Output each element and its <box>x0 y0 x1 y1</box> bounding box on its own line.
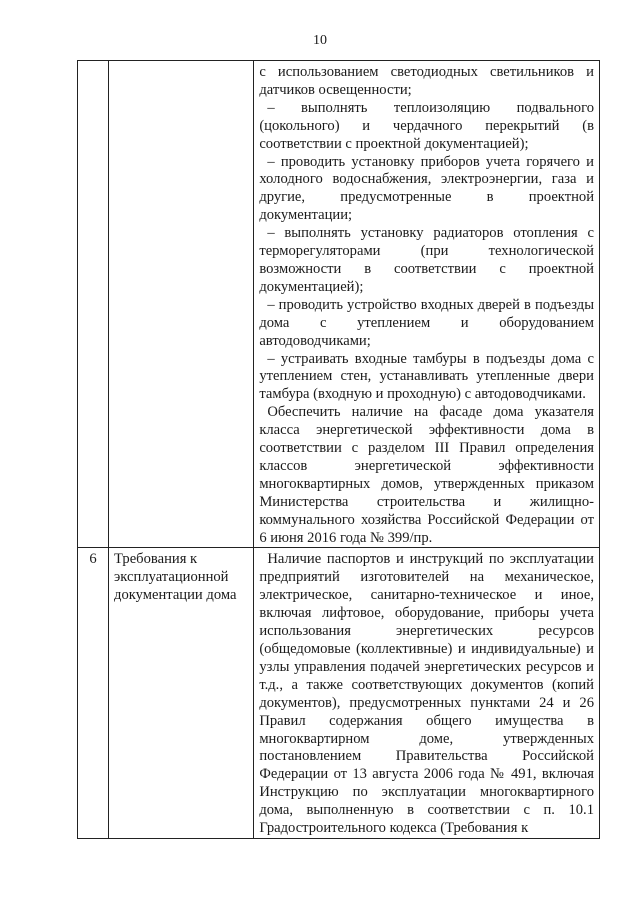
paragraph: с использованием светодиодных светильников и датчиков освещенности; <box>259 64 594 98</box>
paragraph: – выполнять теплоизоляцию подвального (цокольного) и чердачного перекрытий (в соответствии с проектной документацией); <box>259 99 594 152</box>
page-number: 10 <box>313 33 327 48</box>
paragraph: Наличие паспортов и инструкций по эксплуатации предприятий изготовителей на механическое, электрическое, санитарно-техническое и иное, включая лифтовое, оборудование, приборы учета использования энергетических ресурсов (общедомовые (коллективные) и индивидуальные) и узлы управления подачей энергетических ресурсов и т.д., а также соответствующих документов (копий документов), предусмотренных пунктами 24 и 26 Правил содержания общего имущества в многоквартирном доме, утвержденных постановлением Правительства Российской Федерации от 13 августа 2006 года № 491, включая Инструкцию по эксплуатации многоквартирного дома, выполненную в соответствии с п. 10.1 Градостроительного кодекса (Требования к <box>259 551 594 837</box>
row-number-cell: 6 <box>78 548 109 839</box>
row-title-cell <box>109 548 254 839</box>
paragraph: Обеспечить наличие на фасаде дома указателя класса энергетической эффективности дома в соответствии с разделом III Правил определения классов энергетической эффективности многоквартирных домов, утвержденных приказом Министерства строительства и жилищно-коммунального хозяйства Российской Федерации от 6 июня 2016 года № 399/пр. <box>259 404 594 546</box>
row-title-cell <box>109 61 254 548</box>
table-row <box>78 548 600 839</box>
row-body-cell <box>254 61 600 548</box>
paragraph: – выполнять установку радиаторов отопления с терморегуляторами (при технологической возможности в соответствии с проектной документацией); <box>259 225 594 295</box>
row-title: Требования к эксплуатационной документации дома <box>114 551 237 604</box>
table-row <box>78 61 600 548</box>
paragraph: – проводить устройство входных дверей в подъезды дома с утеплением и оборудованием автодоводчиками; <box>259 296 594 349</box>
paragraph: – устраивать входные тамбуры в подъезды дома с утеплением стен, устанавливать утепленные двери тамбура (входную и проходную) с автодоводчиками. <box>259 350 594 403</box>
paragraph: – проводить установку приборов учета горячего и холодного водоснабжения, электроэнергии, газа и другие, предусмотренные в проектной документации; <box>259 153 594 224</box>
requirements-table <box>77 60 600 839</box>
row-number-cell <box>78 61 109 548</box>
row-body-cell <box>254 548 600 839</box>
